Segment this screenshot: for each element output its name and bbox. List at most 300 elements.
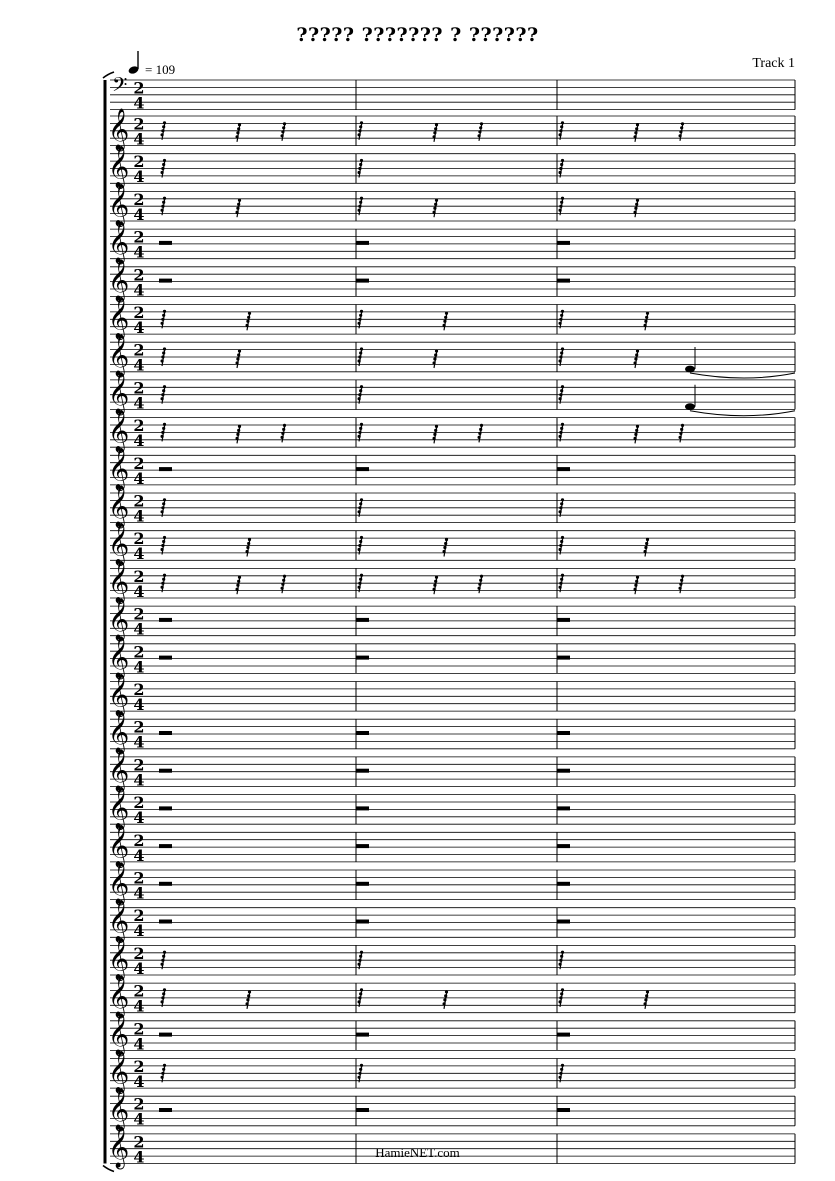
rest-flag xyxy=(561,310,564,313)
whole-rest xyxy=(557,882,570,886)
rest-flag xyxy=(358,318,361,321)
bass-clef-icon: 𝄢 xyxy=(112,73,128,101)
rest-flag xyxy=(561,197,564,200)
time-signature-bottom: 4 xyxy=(133,93,145,113)
rest-flag xyxy=(681,122,684,125)
rest-flag xyxy=(635,127,638,130)
rest-flag xyxy=(358,582,361,585)
rest-flag xyxy=(478,583,481,586)
treble-clef-icon: 𝄞 xyxy=(108,259,130,301)
rest-flag xyxy=(162,314,165,317)
rest-flag xyxy=(358,506,361,509)
rest-flag xyxy=(560,351,563,354)
rest-flag xyxy=(163,498,166,501)
rest-flag xyxy=(636,349,639,352)
time-signature-bottom: 4 xyxy=(133,996,145,1016)
rest-flag xyxy=(161,963,164,966)
rest-flag xyxy=(635,429,638,432)
rest-flag xyxy=(358,1000,361,1003)
rest-flag xyxy=(559,129,562,132)
whole-rest xyxy=(557,920,570,924)
whole-rest xyxy=(159,882,172,886)
time-signature-bottom: 4 xyxy=(133,129,145,149)
rest-flag xyxy=(478,587,481,590)
rest-flag xyxy=(561,951,564,954)
treble-clef-icon: 𝄞 xyxy=(108,1089,130,1131)
rest-flag xyxy=(162,201,165,204)
whole-rest xyxy=(356,467,369,471)
rest-flag xyxy=(360,385,363,388)
rest-flag xyxy=(358,996,361,999)
whole-rest xyxy=(356,731,369,735)
rest-flag xyxy=(434,353,437,356)
rest-flag xyxy=(443,324,446,327)
rest-flag xyxy=(358,171,361,174)
rest-flag xyxy=(560,125,563,128)
time-signature-top: 2 xyxy=(133,830,145,850)
treble-clef-icon: 𝄞 xyxy=(108,486,130,527)
tie-curve xyxy=(690,411,795,416)
rest-flag xyxy=(163,310,166,313)
rest-flag xyxy=(480,122,483,125)
rest-flag xyxy=(478,432,481,435)
time-signature-top: 2 xyxy=(133,680,145,699)
rest-flag xyxy=(161,1000,164,1003)
time-signature-top: 2 xyxy=(133,1094,145,1114)
treble-clef-icon: 𝄞 xyxy=(108,109,130,150)
treble-clef-icon: 𝄞 xyxy=(108,1051,130,1093)
rest-flag xyxy=(559,510,562,513)
treble-clef-icon: 𝄞 xyxy=(108,372,130,414)
rest-flag xyxy=(559,1072,562,1075)
time-signature-top: 2 xyxy=(133,378,145,398)
rest-flag xyxy=(236,211,239,214)
whole-rest xyxy=(356,920,369,924)
rest-flag xyxy=(236,437,239,440)
treble-clef-icon: 𝄞 xyxy=(108,448,130,490)
rest-flag xyxy=(282,579,285,582)
treble-clef-icon: 𝄞 xyxy=(108,1126,130,1168)
rest-flag xyxy=(559,171,562,174)
treble-clef-icon: 𝄞 xyxy=(108,146,130,188)
time-signature-bottom: 4 xyxy=(133,770,145,790)
rest-flag xyxy=(561,574,564,577)
time-signature-top: 2 xyxy=(133,1057,145,1076)
whole-rest xyxy=(557,279,570,283)
rest-flag xyxy=(359,389,362,392)
rest-flag xyxy=(161,435,164,438)
whole-rest xyxy=(159,467,172,471)
rest-flag xyxy=(358,548,361,551)
rest-flag xyxy=(237,203,240,206)
rest-flag xyxy=(644,550,647,553)
time-signature-bottom: 4 xyxy=(133,1072,145,1091)
rest-flag xyxy=(161,209,164,212)
time-signature-top: 2 xyxy=(133,1019,145,1039)
rest-flag xyxy=(282,428,285,431)
rest-flag xyxy=(561,536,564,539)
rest-flag xyxy=(561,498,564,501)
rest-flag xyxy=(645,542,648,545)
rest-flag xyxy=(561,347,564,350)
rest-flag xyxy=(163,988,166,991)
rest-flag xyxy=(681,424,684,427)
rest-flag xyxy=(161,582,164,585)
rest-flag xyxy=(162,540,165,543)
tie-curve xyxy=(690,373,795,378)
rest-flag xyxy=(161,129,164,132)
rest-flag xyxy=(646,312,649,315)
rest-flag xyxy=(359,125,362,128)
treble-clef-icon: 𝄞 xyxy=(108,976,130,1018)
rest-flag xyxy=(246,546,249,549)
rest-flag xyxy=(281,432,284,435)
rest-flag xyxy=(443,546,446,549)
rest-flag xyxy=(480,424,483,427)
rest-flag xyxy=(358,393,361,396)
time-signature-top: 2 xyxy=(133,642,145,662)
rest-flag xyxy=(281,583,284,586)
rest-flag xyxy=(433,433,436,436)
rest-flag xyxy=(161,318,164,321)
rest-flag xyxy=(359,502,362,505)
time-signature-bottom: 4 xyxy=(133,732,145,752)
whole-rest xyxy=(356,844,369,848)
time-signature-bottom: 4 xyxy=(133,619,145,639)
rest-flag xyxy=(358,544,361,547)
whole-rest xyxy=(159,920,172,924)
time-signature-bottom: 4 xyxy=(133,1034,145,1054)
rest-flag xyxy=(236,588,239,591)
rest-flag xyxy=(634,433,637,436)
rest-flag xyxy=(161,510,164,513)
rest-flag xyxy=(283,575,286,578)
whole-rest xyxy=(557,731,570,735)
rest-flag xyxy=(435,123,438,126)
rest-flag xyxy=(433,211,436,214)
time-signature-bottom: 4 xyxy=(133,1147,145,1167)
rest-flag xyxy=(248,312,251,315)
rest-flag xyxy=(246,998,249,1001)
rest-flag xyxy=(360,121,363,124)
rest-flag xyxy=(635,580,638,583)
rest-flag xyxy=(644,324,647,327)
rest-flag xyxy=(560,427,563,430)
rest-flag xyxy=(559,209,562,212)
rest-flag xyxy=(358,397,361,400)
rest-flag xyxy=(161,544,164,547)
rest-flag xyxy=(679,583,682,586)
rest-flag xyxy=(238,349,241,352)
whole-rest xyxy=(557,844,570,848)
rest-flag xyxy=(561,423,564,426)
rest-flag xyxy=(435,199,438,202)
time-signature-top: 2 xyxy=(133,303,145,322)
rest-flag xyxy=(435,425,438,428)
rest-flag xyxy=(443,550,446,553)
time-signature-top: 2 xyxy=(133,227,145,247)
rest-flag xyxy=(559,1000,562,1003)
rest-flag xyxy=(360,159,363,162)
treble-clef-icon: 𝄞 xyxy=(108,561,130,603)
whole-rest xyxy=(159,618,172,622)
rest-flag xyxy=(162,125,165,128)
treble-clef-icon: 𝄞 xyxy=(108,674,130,716)
rest-flag xyxy=(559,548,562,551)
rest-flag xyxy=(443,998,446,1001)
rest-flag xyxy=(161,322,164,325)
time-signature-bottom: 4 xyxy=(133,355,145,375)
rest-flag xyxy=(163,574,166,577)
rest-flag xyxy=(358,510,361,513)
time-signature-top: 2 xyxy=(133,868,145,888)
rest-flag xyxy=(236,357,239,360)
rest-flag xyxy=(644,998,647,1001)
rest-flag xyxy=(445,538,448,541)
rest-flag xyxy=(634,584,637,587)
rest-flag xyxy=(636,123,639,126)
rest-flag xyxy=(358,359,361,362)
rest-flag xyxy=(360,1064,363,1067)
rest-flag xyxy=(161,397,164,400)
rest-flag xyxy=(433,357,436,360)
rest-flag xyxy=(237,353,240,356)
rest-flag xyxy=(645,316,648,319)
rest-flag xyxy=(237,127,240,130)
rest-flag xyxy=(246,320,249,323)
rest-flag xyxy=(478,130,481,133)
whole-rest xyxy=(557,241,570,245)
rest-flag xyxy=(360,498,363,501)
treble-clef-icon: 𝄞 xyxy=(108,1013,130,1055)
rest-flag xyxy=(435,576,438,579)
rest-flag xyxy=(358,205,361,208)
time-signature-bottom: 4 xyxy=(133,1109,145,1129)
rest-flag xyxy=(281,130,284,133)
rest-flag xyxy=(238,576,241,579)
rest-flag xyxy=(360,197,363,200)
whole-rest xyxy=(356,279,369,283)
rest-flag xyxy=(161,431,164,434)
whole-rest xyxy=(557,467,570,471)
rest-flag xyxy=(358,133,361,136)
time-signature-bottom: 4 xyxy=(133,958,145,978)
rest-flag xyxy=(246,1002,249,1005)
rest-flag xyxy=(559,205,562,208)
rest-flag xyxy=(679,432,682,435)
rest-flag xyxy=(560,992,563,995)
time-signature-bottom: 4 xyxy=(133,845,145,865)
rest-flag xyxy=(444,316,447,319)
rest-flag xyxy=(679,130,682,133)
rest-flag xyxy=(559,544,562,547)
whole-rest xyxy=(557,618,570,622)
rest-flag xyxy=(359,427,362,430)
whole-rest xyxy=(159,806,172,810)
rest-flag xyxy=(359,1068,362,1071)
rest-flag xyxy=(282,126,285,129)
treble-clef-icon: 𝄞 xyxy=(108,636,130,678)
rest-flag xyxy=(559,959,562,962)
rest-flag xyxy=(480,575,483,578)
rest-flag xyxy=(359,540,362,543)
time-signature-bottom: 4 xyxy=(133,204,145,224)
time-signature-top: 2 xyxy=(133,981,145,1001)
rest-flag xyxy=(161,359,164,362)
rest-flag xyxy=(434,127,437,130)
rest-flag xyxy=(561,988,564,991)
rest-flag xyxy=(161,133,164,136)
rest-flag xyxy=(360,988,363,991)
rest-flag xyxy=(634,131,637,134)
time-signature-bottom: 4 xyxy=(133,581,145,601)
rest-flag xyxy=(444,994,447,997)
rest-flag xyxy=(559,963,562,966)
time-signature-top: 2 xyxy=(133,566,145,586)
rest-flag xyxy=(247,542,250,545)
rest-flag xyxy=(236,131,239,134)
rest-flag xyxy=(679,134,682,137)
rest-flag xyxy=(281,436,284,439)
rest-flag xyxy=(360,347,363,350)
rest-flag xyxy=(560,955,563,958)
rest-flag xyxy=(163,423,166,426)
rest-flag xyxy=(358,1072,361,1075)
treble-clef-icon: 𝄞 xyxy=(108,863,130,904)
rest-flag xyxy=(479,579,482,582)
rest-flag xyxy=(359,163,362,166)
whole-rest xyxy=(159,844,172,848)
rest-flag xyxy=(162,578,165,581)
rest-flag xyxy=(238,425,241,428)
rest-flag xyxy=(161,171,164,174)
whole-rest xyxy=(356,882,369,886)
whole-rest xyxy=(356,1108,369,1112)
whole-rest xyxy=(159,769,172,773)
rest-flag xyxy=(559,359,562,362)
tempo-value: = 109 xyxy=(145,62,176,77)
time-signature-top: 2 xyxy=(133,1132,145,1152)
rest-flag xyxy=(161,393,164,396)
rest-flag xyxy=(479,126,482,129)
rest-flag xyxy=(443,320,446,323)
rest-flag xyxy=(161,506,164,509)
rest-flag xyxy=(358,586,361,589)
rest-flag xyxy=(247,316,250,319)
time-signature-bottom: 4 xyxy=(133,468,145,488)
rest-flag xyxy=(281,587,284,590)
rest-flag xyxy=(281,134,284,137)
rest-flag xyxy=(236,584,239,587)
rest-flag xyxy=(238,199,241,202)
rest-flag xyxy=(559,393,562,396)
rest-flag xyxy=(434,580,437,583)
time-signature-top: 2 xyxy=(133,755,145,775)
rest-flag xyxy=(247,994,250,997)
treble-clef-icon: 𝄞 xyxy=(108,410,130,452)
time-signature-top: 2 xyxy=(133,78,145,98)
time-signature-top: 2 xyxy=(133,416,145,436)
time-signature-bottom: 4 xyxy=(133,431,145,451)
rest-flag xyxy=(559,431,562,434)
rest-flag xyxy=(646,990,649,993)
rest-flag xyxy=(433,437,436,440)
rest-flag xyxy=(434,203,437,206)
rest-flag xyxy=(161,205,164,208)
time-signature-bottom: 4 xyxy=(133,695,145,714)
time-signature-top: 2 xyxy=(133,491,145,511)
rest-flag xyxy=(163,536,166,539)
rest-flag xyxy=(163,951,166,954)
time-signature-bottom: 4 xyxy=(133,393,145,413)
treble-clef-icon: 𝄞 xyxy=(108,787,130,829)
time-signature-bottom: 4 xyxy=(133,808,145,828)
rest-flag xyxy=(236,207,239,210)
time-signature-bottom: 4 xyxy=(133,506,145,526)
rest-flag xyxy=(634,211,637,214)
rest-flag xyxy=(561,121,564,124)
rest-flag xyxy=(163,197,166,200)
time-signature-bottom: 4 xyxy=(133,318,145,337)
time-signature-top: 2 xyxy=(133,114,145,134)
whole-rest xyxy=(557,1033,570,1037)
rest-flag xyxy=(560,389,563,392)
rest-flag xyxy=(358,1076,361,1079)
rest-flag xyxy=(283,424,286,427)
time-signature-bottom: 4 xyxy=(133,242,145,262)
rest-flag xyxy=(433,588,436,591)
footer-credit: HamieNET.com xyxy=(375,1145,460,1160)
whole-rest xyxy=(159,656,172,660)
treble-clef-icon: 𝄞 xyxy=(108,825,130,867)
rest-flag xyxy=(559,133,562,136)
rest-flag xyxy=(161,1072,164,1075)
rest-flag xyxy=(161,167,164,170)
rest-flag xyxy=(161,548,164,551)
time-signature-bottom: 4 xyxy=(133,883,145,903)
treble-clef-icon: 𝄞 xyxy=(108,184,130,226)
rest-flag xyxy=(559,322,562,325)
whole-rest xyxy=(356,769,369,773)
whole-rest xyxy=(159,241,172,245)
rest-flag xyxy=(478,134,481,137)
treble-clef-icon: 𝄞 xyxy=(108,749,130,791)
rest-flag xyxy=(560,201,563,204)
rest-flag xyxy=(162,1068,165,1071)
rest-flag xyxy=(559,435,562,438)
rest-flag xyxy=(679,436,682,439)
rest-flag xyxy=(681,575,684,578)
rest-flag xyxy=(559,355,562,358)
rest-flag xyxy=(236,135,239,138)
rest-flag xyxy=(445,990,448,993)
rest-flag xyxy=(634,588,637,591)
rest-flag xyxy=(162,427,165,430)
rest-flag xyxy=(236,433,239,436)
rest-flag xyxy=(560,578,563,581)
rest-flag xyxy=(646,538,649,541)
rest-flag xyxy=(560,163,563,166)
rest-flag xyxy=(248,990,251,993)
treble-clef-icon: 𝄞 xyxy=(108,599,130,641)
rest-flag xyxy=(161,959,164,962)
whole-rest xyxy=(557,656,570,660)
rest-flag xyxy=(635,203,638,206)
rest-flag xyxy=(283,122,286,125)
time-signature-top: 2 xyxy=(133,265,145,285)
rest-flag xyxy=(360,536,363,539)
rest-flag xyxy=(163,121,166,124)
